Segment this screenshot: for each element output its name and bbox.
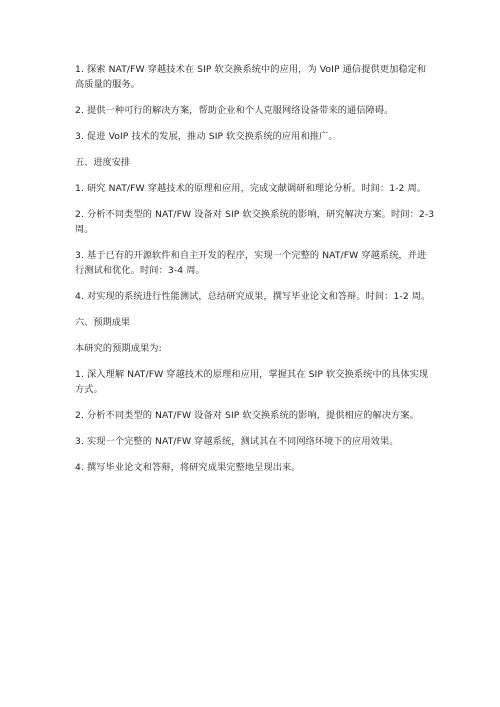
outcome-item-1: 1. 深入理解 NAT/FW 穿越技术的原理和应用，掌握其在 SIP 软交换系统中的具体实现方式。 [75, 369, 429, 395]
outcomes-heading: 六、预期成果 [75, 317, 131, 328]
objective-item-1: 1. 探索 NAT/FW 穿越技术在 SIP 软交换系统中的应用，为 VoIP 通信提供更加稳定和高质量的服务。 [75, 64, 427, 90]
schedule-heading: 五、进度安排 [75, 157, 131, 168]
schedule-item-3: 3. 基于已有的开源软件和自主开发的程序，实现一个完整的 NAT/FW 穿越系统，并进行测试和优化。时间：3-4 周。 [75, 250, 427, 276]
outcomes-intro: 本研究的预期成果为: [75, 343, 162, 354]
outcome-item-3: 3. 实现一个完整的 NAT/FW 穿越系统，测试其在不同网络环境下的应用效果。 [75, 436, 399, 447]
document-body [75, 62, 435, 486]
objective-item-2: 2. 提供一种可行的解决方案，帮助企业和个人克服网络设备带来的通信障碍。 [75, 105, 394, 116]
schedule-item-1: 1. 研究 NAT/FW 穿越技术的原理和应用，完成文献调研和理论分析。时间：1-2 周。 [75, 183, 427, 194]
objective-item-3: 3. 促进 VoIP 技术的发展，推动 SIP 软交换系统的应用和推广。 [75, 131, 338, 142]
outcome-item-2: 2. 分析不同类型的 NAT/FW 设备对 SIP 软交换系统的影响，提供相应的解决方案。 [75, 410, 419, 421]
schedule-item-4: 4. 对实现的系统进行性能测试，总结研究成果，撰写毕业论文和答辩。时间：1-2 周。 [75, 291, 431, 302]
schedule-item-2: 2. 分析不同类型的 NAT/FW 设备对 SIP 软交换系统的影响，研究解决方案。时间：2-3 周。 [75, 209, 435, 235]
outcome-item-4: 4. 撰写毕业论文和答辩，将研究成果完整地呈现出来。 [75, 462, 301, 473]
